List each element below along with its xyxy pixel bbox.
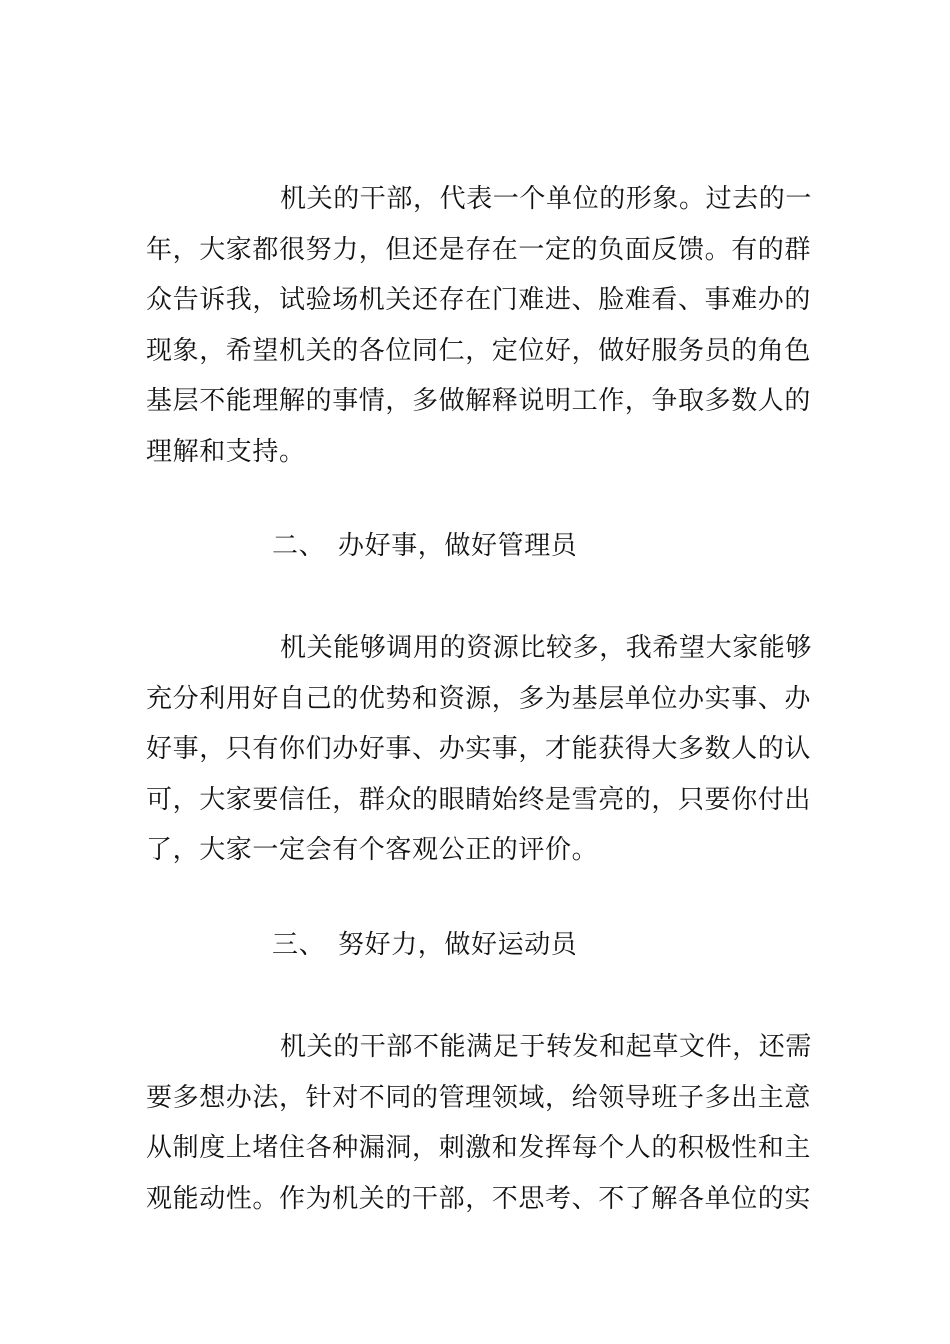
paragraph-line: 众告诉我，试验场机关还存在门难进、脸难看、事难办的 bbox=[146, 285, 812, 315]
paragraph-line: 机关能够调用的资源比较多，我希望大家能够 bbox=[280, 633, 813, 663]
paragraph-line: 基层不能理解的事情，多做解释说明工作，争取多数人的 bbox=[146, 386, 812, 416]
section-number: 三、 bbox=[272, 930, 326, 960]
paragraph-line: 观能动性。作为机关的干部，不思考、不了解各单位的实 bbox=[146, 1183, 812, 1214]
paragraph-line: 要多想办法，针对不同的管理领域，给领导班子多出主意 bbox=[146, 1082, 812, 1113]
section-title: 努好力，做好运动员 bbox=[338, 930, 578, 960]
paragraph-resources bbox=[146, 623, 812, 876]
paragraph-line: 机关的干部，代表一个单位的形象。过去的一 bbox=[280, 184, 813, 214]
paragraph-line: 年，大家都很努力，但还是存在一定的负面反馈。有的群 bbox=[146, 234, 812, 265]
paragraph-initiative bbox=[146, 1022, 812, 1224]
paragraph-line: 充分利用好自己的优势和资源，多为基层单位办实事、办 bbox=[146, 683, 812, 714]
section-heading-2 bbox=[272, 526, 577, 566]
paragraph-line: 理解和支持。 bbox=[146, 436, 306, 467]
paragraph-line: 现象，希望机关的各位同仁，定位好，做好服务员的角色 bbox=[146, 335, 812, 366]
section-title: 办好事，做好管理员 bbox=[338, 531, 578, 561]
paragraph-cadre-image bbox=[146, 174, 812, 477]
paragraph-line: 从制度上堵住各种漏洞，刺激和发挥每个人的积极性和主 bbox=[146, 1133, 812, 1163]
paragraph-line: 可，大家要信任，群众的眼睛始终是雪亮的，只要你付出 bbox=[146, 784, 812, 815]
paragraph-line: 了，大家一定会有个客观公正的评价。 bbox=[146, 835, 599, 865]
section-number: 二、 bbox=[272, 531, 326, 561]
section-heading-3 bbox=[272, 925, 577, 965]
paragraph-line: 好事，只有你们办好事、办实事，才能获得大多数人的认 bbox=[146, 734, 812, 764]
paragraph-line: 机关的干部不能满足于转发和起草文件，还需 bbox=[280, 1032, 813, 1062]
